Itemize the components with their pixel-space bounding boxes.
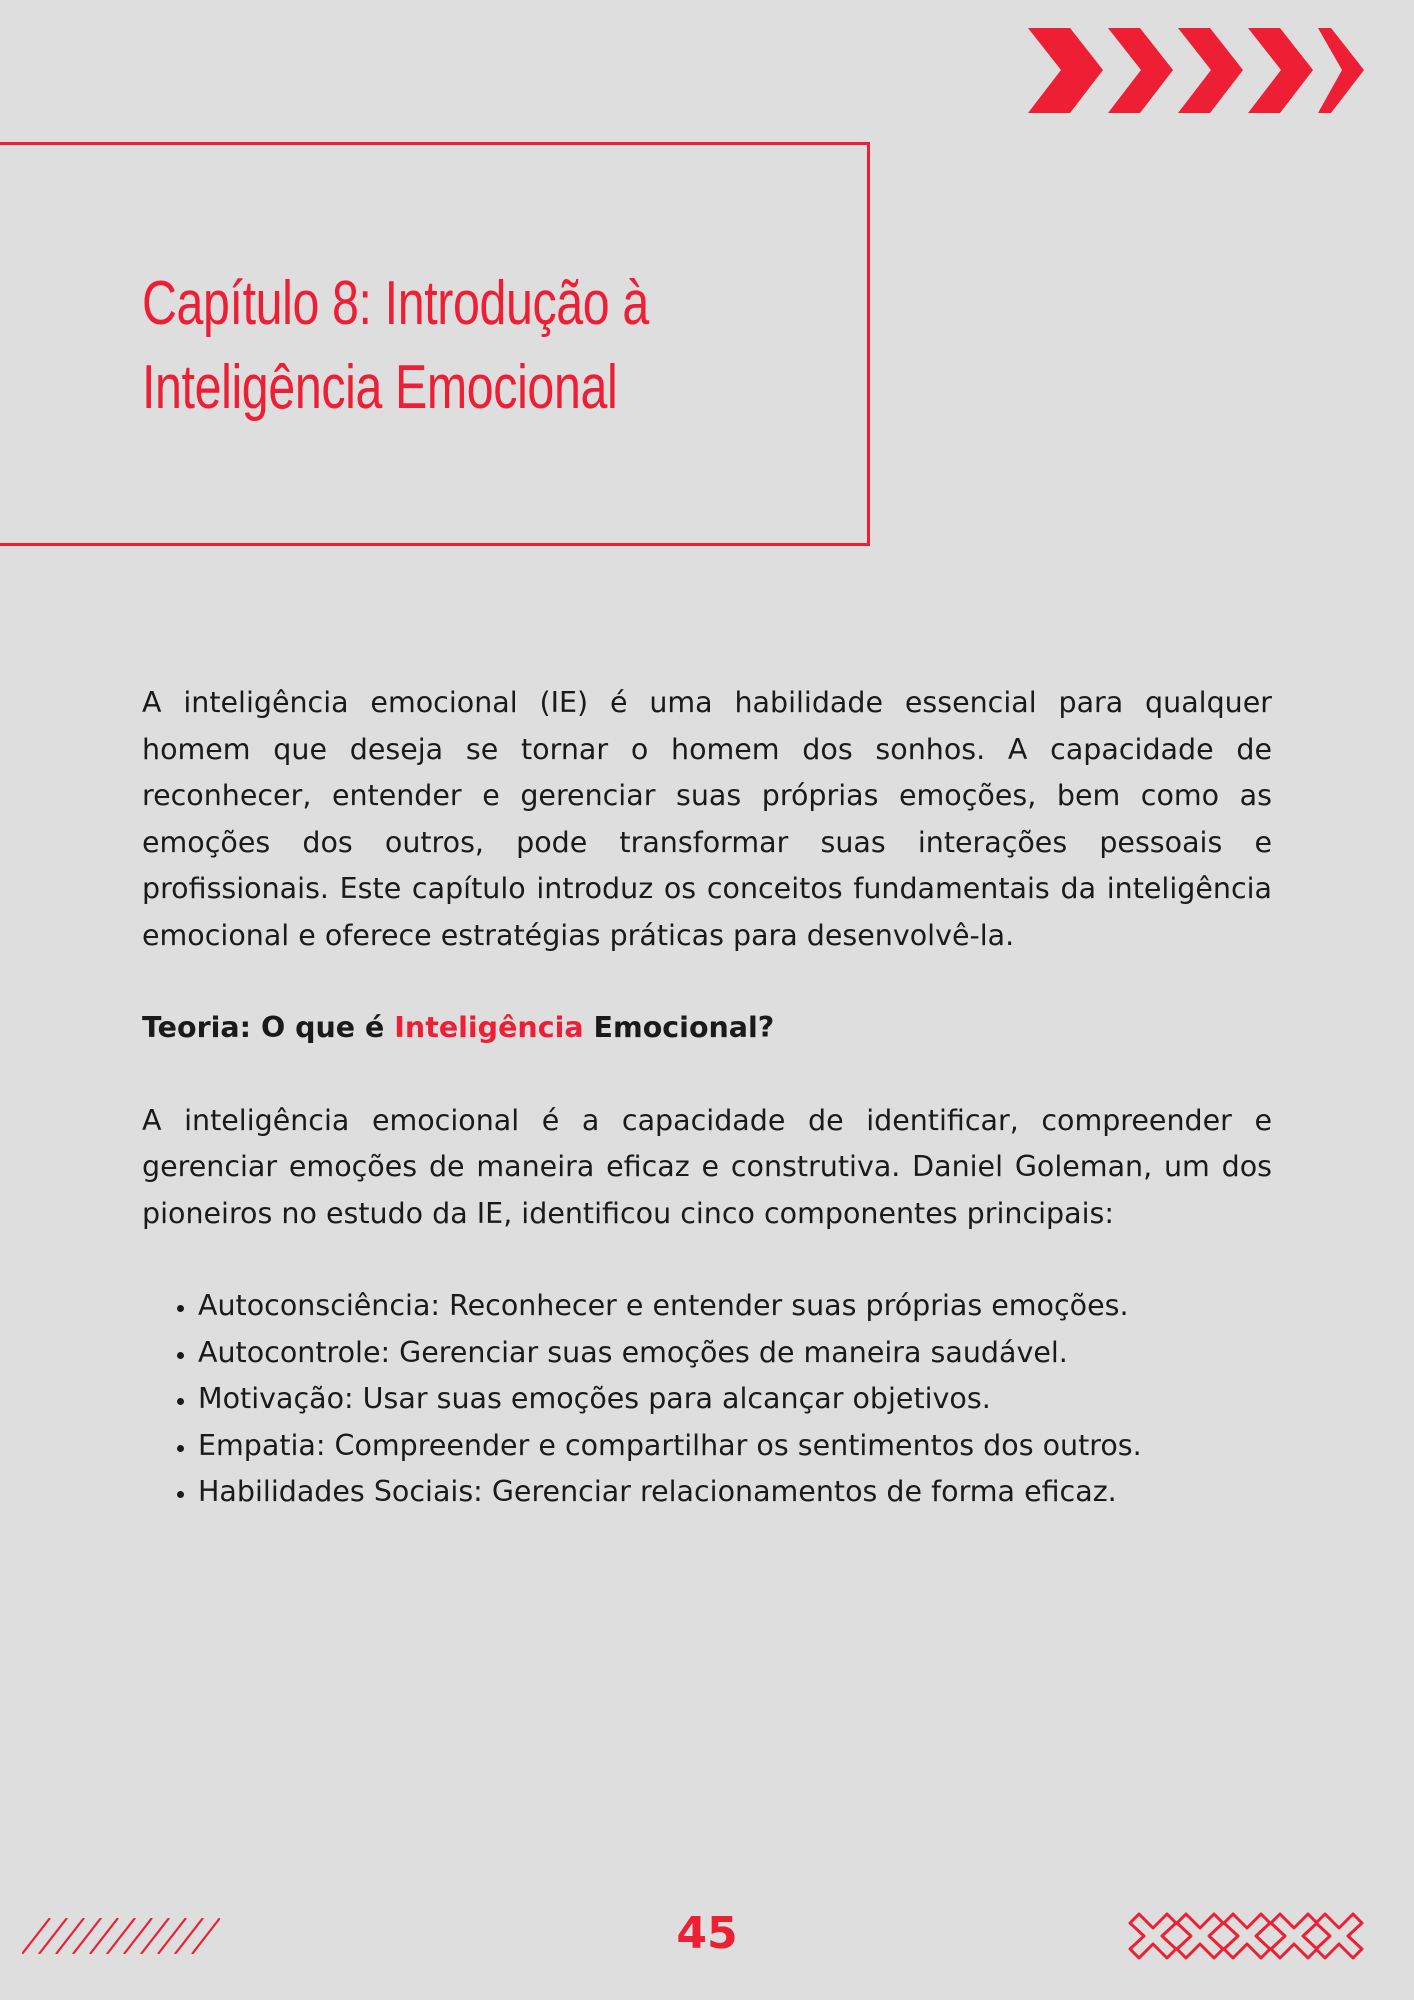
list-item: • Autocontrole: Gerenciar suas emoções de maneira saudável.: [198, 1330, 1272, 1377]
intro-paragraph: A inteligência emocional (IE) é uma habilidade essencial para qualquer homem que deseja se tornar o homem dos sonhos. A capacidade de reconhecer, entender e gerenciar suas próprias emoções, bem como as emoções dos outros, pode transformar suas interações pessoais e profissionais. Este capítulo introduz os conceitos fundamentais da inteligência emocional e oferece estratégias práticas para desenvolvê-la.: [142, 686, 1272, 952]
cross-outlines-icon: [1128, 1912, 1364, 1960]
components-list: [142, 1283, 1272, 1516]
section-heading-post: Emocional?: [583, 1011, 775, 1044]
page-number: 45: [676, 1908, 738, 1959]
definition-paragraph: A inteligência emocional é a capacidade de identificar, compreender e gerenciar emoções de maneira eficaz e construtiva. Daniel Goleman, um dos pioneiros no estudo da IE, identificou cinco componentes principais:: [142, 1103, 1272, 1230]
chapter-title-line2: Inteligência Emocional: [142, 353, 618, 422]
list-item: • Empatia: Compreender e compartilhar os sentimentos dos outros.: [198, 1423, 1272, 1470]
list-item: • Autoconsciência: Reconhecer e entender suas próprias emoções.: [198, 1283, 1272, 1330]
list-item: • Motivação: Usar suas emoções para alcançar objetivos.: [198, 1376, 1272, 1423]
diagonal-slashes-icon: [22, 1918, 220, 1954]
section-heading-accent: Inteligência: [394, 1011, 584, 1044]
list-item: • Habilidades Sociais: Gerenciar relacionamentos de forma eficaz.: [198, 1469, 1272, 1516]
chapter-title: [142, 262, 688, 430]
section-heading-pre: Teoria: O que é: [142, 1011, 395, 1044]
chapter-body: [142, 680, 1272, 1516]
section-heading: [142, 1005, 1272, 1052]
chapter-title-line1: Capítulo 8: Introdução à: [142, 269, 649, 338]
chevron-arrows-icon: [1028, 28, 1364, 113]
